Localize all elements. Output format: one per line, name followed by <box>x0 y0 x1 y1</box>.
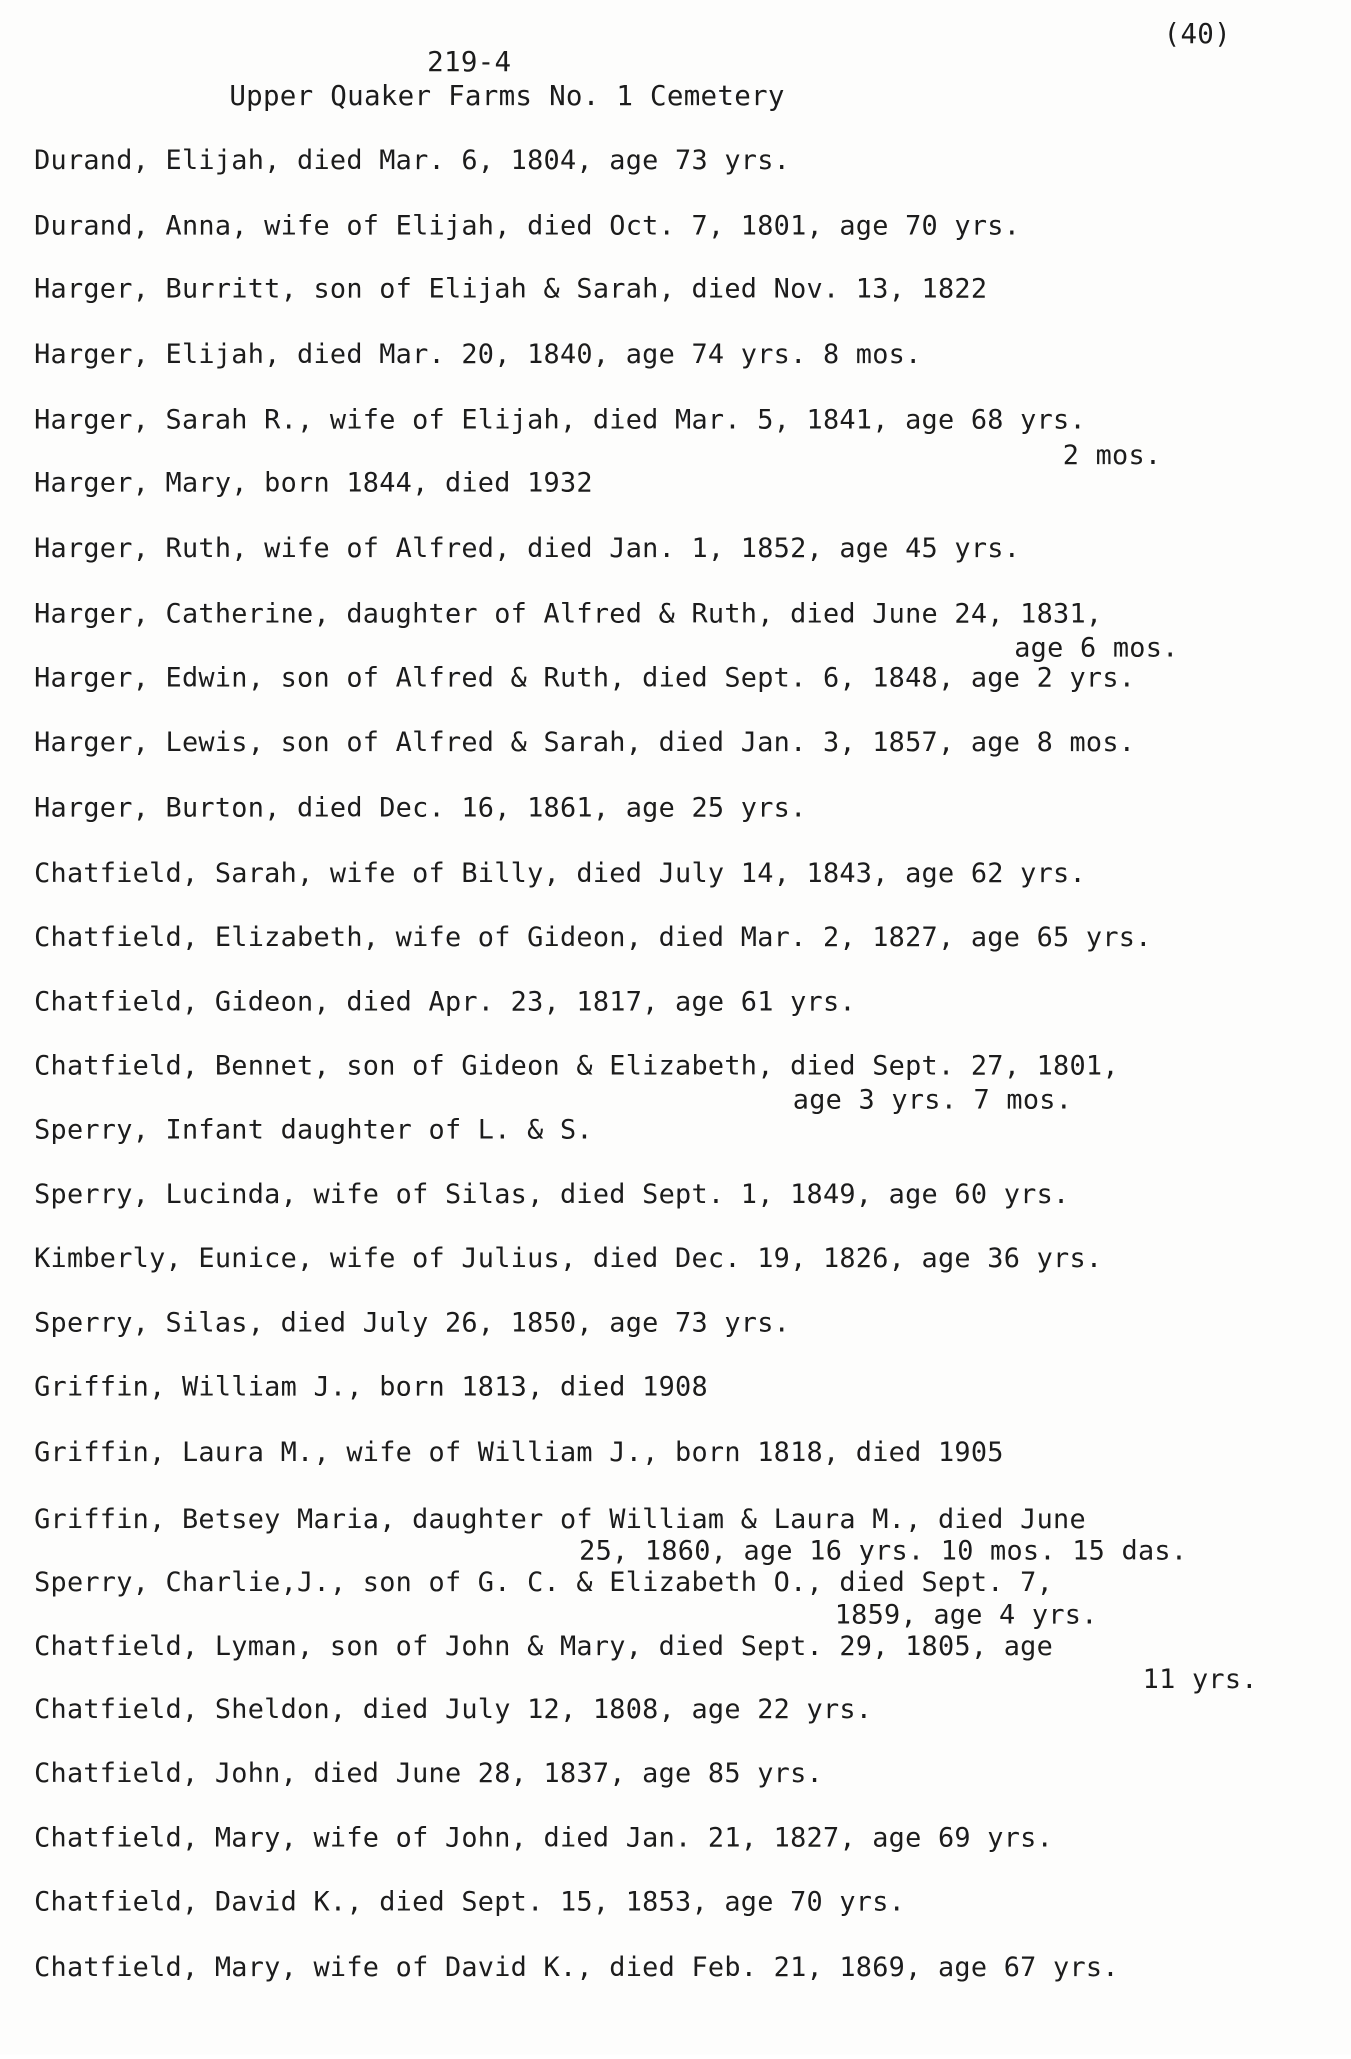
entry-line: Chatfield, Lyman, son of John & Mary, died Sept. 29, 1805, age <box>34 1630 1054 1662</box>
entry-continuation: 25, 1860, age 16 yrs. 10 mos. 15 das. <box>579 1534 1188 1566</box>
entry-line: Sperry, Infant daughter of L. & S. <box>34 1113 593 1146</box>
entry-line: Chatfield, Gideon, died Apr. 23, 1817, age 61 yrs. <box>34 985 856 1017</box>
entry-line: Chatfield, Elizabeth, wife of Gideon, died Mar. 2, 1827, age 65 yrs. <box>34 921 1152 953</box>
entry-continuation: 1859, age 4 yrs. <box>834 1598 1098 1631</box>
entry-line: Chatfield, David K., died Sept. 15, 1853, age 70 yrs. <box>34 1885 906 1918</box>
entry-line: Harger, Catherine, daughter of Alfred & Ruth, died June 24, 1831, <box>34 597 1103 629</box>
entry-line: Chatfield, Mary, wife of John, died Jan. 21, 1827, age 69 yrs. <box>34 1821 1054 1853</box>
entry-line: Harger, Burton, died Dec. 16, 1861, age 25 yrs. <box>34 791 807 823</box>
entry-line: Durand, Elijah, died Mar. 6, 1804, age 73 yrs. <box>34 144 791 176</box>
page-number: (40) <box>1163 18 1231 50</box>
entry-line: Harger, Edwin, son of Alfred & Ruth, died Sept. 6, 1848, age 2 yrs. <box>34 661 1136 694</box>
entry-line: Sperry, Silas, died July 26, 1850, age 73 yrs. <box>34 1306 791 1338</box>
entry-line: Chatfield, Sheldon, died July 12, 1808, age 22 yrs. <box>34 1693 873 1725</box>
entry-line: Griffin, Betsey Maria, daughter of William & Laura M., died June <box>34 1503 1086 1535</box>
entry-line: Sperry, Lucinda, wife of Silas, died Sept. 1, 1849, age 60 yrs. <box>34 1178 1070 1210</box>
entry-line: Chatfield, Mary, wife of David K., died Feb. 21, 1869, age 67 yrs. <box>34 1951 1119 1983</box>
entry-line: Chatfield, John, died June 28, 1837, age 85 yrs. <box>34 1757 823 1789</box>
entry-line: Chatfield, Sarah, wife of Billy, died July 14, 1843, age 62 yrs. <box>34 856 1086 889</box>
page-title: Upper Quaker Farms No. 1 Cemetery <box>229 79 785 112</box>
entry-line: Harger, Mary, born 1844, died 1932 <box>34 466 593 498</box>
record-id: 219-4 <box>427 45 512 78</box>
entry-line: Durand, Anna, wife of Elijah, died Oct. 7, 1801, age 70 yrs. <box>34 209 1021 242</box>
entry-continuation: 2 mos. <box>1062 438 1162 471</box>
entry-continuation: age 6 mos. <box>1014 631 1179 664</box>
entry-continuation: 11 yrs. <box>1142 1662 1258 1695</box>
entry-line: Griffin, William J., born 1813, died 1908 <box>34 1370 708 1403</box>
entry-line: Griffin, Laura M., wife of William J., born 1818, died 1905 <box>34 1436 1004 1468</box>
entry-line: Harger, Lewis, son of Alfred & Sarah, died Jan. 3, 1857, age 8 mos. <box>34 725 1136 758</box>
entry-line: Sperry, Charlie,J., son of G. C. & Elizabeth O., died Sept. 7, <box>34 1565 1054 1598</box>
entry-line: Harger, Sarah R., wife of Elijah, died Mar. 5, 1841, age 68 yrs. <box>34 403 1086 436</box>
entry-line: Chatfield, Bennet, son of Gideon & Elizabeth, died Sept. 27, 1801, <box>34 1049 1119 1082</box>
entry-continuation: age 3 yrs. 7 mos. <box>792 1083 1073 1116</box>
entry-line: Kimberly, Eunice, wife of Julius, died Dec. 19, 1826, age 36 yrs. <box>34 1242 1103 1274</box>
entry-line: Harger, Elijah, died Mar. 20, 1840, age 74 yrs. 8 mos. <box>34 338 922 370</box>
entry-line: Harger, Ruth, wife of Alfred, died Jan. 1, 1852, age 45 yrs. <box>34 532 1021 564</box>
entry-line: Harger, Burritt, son of Elijah & Sarah, died Nov. 13, 1822 <box>34 272 988 305</box>
